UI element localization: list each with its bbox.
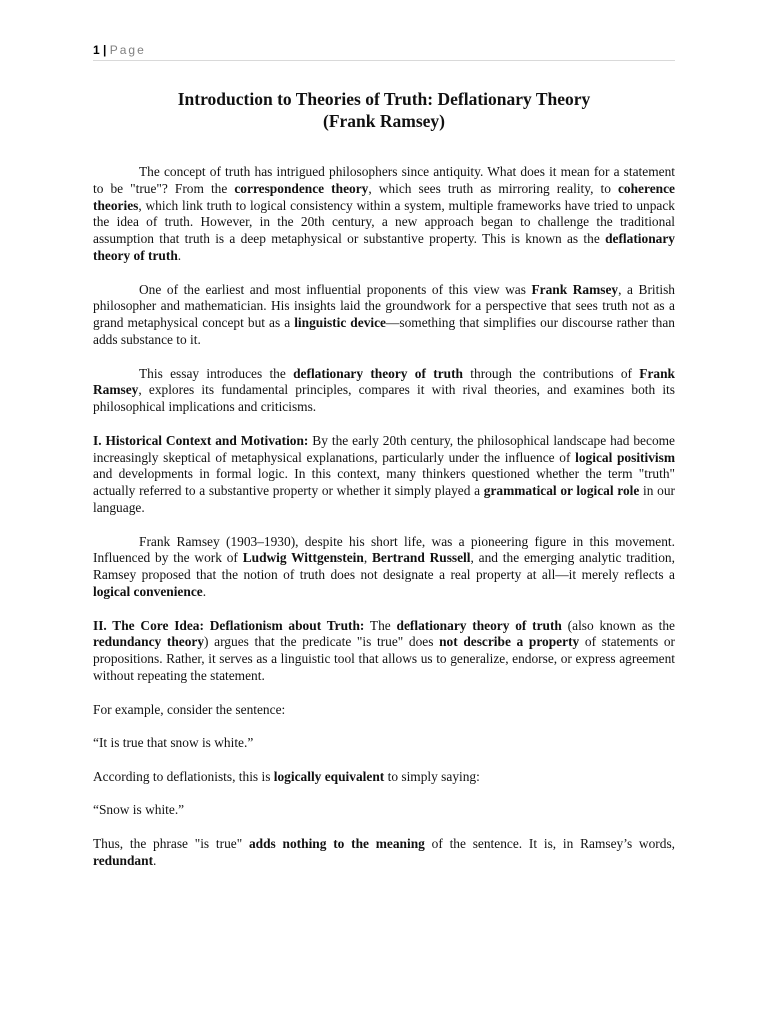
title-line-2: (Frank Ramsey) [323, 111, 445, 131]
title-line-1: Introduction to Theories of Truth: Deflationary Theory [177, 89, 591, 109]
text-run: —something that simplifies our discourse rather than adds substance to it. [93, 315, 675, 347]
bold-text: logical convenience [93, 583, 203, 599]
bold-text: logical positivism [575, 449, 676, 465]
bold-text: Frank Ramsey [531, 281, 619, 297]
document-title [93, 88, 675, 132]
text-run: through the contributions of [463, 365, 640, 381]
bold-text: grammatical or logical role [483, 483, 640, 499]
text-run: According to deflationists, this is [93, 768, 274, 784]
text-run: Frank Ramsey (1903–1930), despite his short life, was a pioneering figure in this movement. Influenced by the work of [93, 533, 675, 566]
text-run: , which sees truth as mirroring reality, to [368, 180, 618, 196]
document-body [93, 164, 675, 886]
bold-text: not describe a property [439, 634, 580, 650]
text-run: of the sentence. It is, in Ramsey’s words, [424, 835, 676, 851]
paragraph-ramsey-intro [93, 282, 675, 349]
paragraph-conclusion [93, 836, 675, 870]
quote-example-2 [93, 802, 675, 819]
paragraph-essay-scope [93, 366, 675, 416]
text-run: . [177, 247, 182, 263]
text-run: to simply saying: [384, 768, 480, 784]
quote-example-1 [93, 735, 675, 752]
bold-text: logically equivalent [273, 768, 385, 784]
bold-text: Ludwig Wittgenstein [242, 550, 364, 566]
text-run: and developments in formal logic. In this context, many thinkers questioned whether the term "truth" actually referred to a substantive property or whether it simply played a [93, 466, 675, 499]
paragraph-ramsey-bio [93, 534, 675, 601]
bold-text: I. Historical Context and Motivation: [93, 432, 309, 448]
text-run: , which link truth to logical consistency within a system, multiple frameworks have tried to unpack the idea of truth. However, in the 20th century, a new approach began to challenge the traditional assumption that truth is a deep metaphysical or substantive property. This is known as the [93, 197, 675, 247]
text-run: in our language. [93, 483, 675, 515]
header-separator: | [103, 43, 107, 57]
text-run: “It is true that snow is white.” [93, 735, 254, 751]
paragraph-example-mid [93, 769, 675, 786]
text-run: , and the emerging analytic tradition, Ramsey proposed that the notion of truth does not designate a real property at all—it merely reflects a [93, 550, 675, 583]
text-run: For example, consider the sentence: [93, 701, 286, 717]
bold-text: deflationary theory of truth [93, 231, 675, 263]
text-run: The [364, 617, 397, 633]
text-run: , [363, 550, 372, 566]
bold-text: Frank Ramsey [93, 365, 676, 398]
text-run: (also known as the [561, 617, 676, 633]
text-run: “Snow is white.” [93, 802, 185, 818]
bold-text: redundancy theory [93, 634, 205, 650]
paragraph-intro [93, 164, 675, 265]
text-run: By the early 20th century, the philosophical landscape had become increasingly skeptical of metaphysical explanations, particularly under the influence of [93, 432, 675, 465]
bold-text: linguistic device [294, 315, 386, 331]
text-run: . [202, 583, 207, 599]
text-run: One of the earliest and most influential proponents of this view was [139, 281, 532, 297]
bold-text: correspondence theory [234, 180, 369, 196]
page-label: Page [109, 43, 146, 57]
page-number: 1 [93, 43, 100, 57]
text-run: This essay introduces the [139, 365, 294, 381]
bold-text: coherence theories [93, 180, 675, 213]
text-run: The concept of truth has intrigued philosophers since antiquity. What does it mean for a statement to be "true"? From the [93, 164, 675, 196]
bold-text: adds nothing to the meaning [248, 835, 425, 851]
text-run: Thus, the phrase "is true" [93, 835, 249, 851]
text-run: of statements or propositions. Rather, it serves as a linguistic tool that allows us to generalize, endorse, or express agreement without repeating the statement. [93, 634, 675, 683]
text-run: , explores its fundamental principles, compares it with rival theories, and examines both its philosophical implications and criticisms. [93, 382, 675, 415]
bold-text: II. The Core Idea: Deflationism about Truth: [93, 617, 365, 633]
text-run: ) argues that the predicate "is true" does [204, 634, 440, 650]
bold-text: deflationary theory of truth [293, 365, 463, 381]
paragraph-section-1 [93, 433, 675, 517]
bold-text: redundant [93, 852, 154, 868]
text-run: , a British philosopher and mathematician. His insights laid the groundwork for a perspective that sees truth not as a grand metaphysical concept but as a [93, 281, 675, 331]
text-run: . [153, 852, 157, 868]
page-header [93, 42, 675, 61]
bold-text: Bertrand Russell [371, 550, 471, 566]
paragraph-example-lead [93, 702, 675, 719]
bold-text: deflationary theory of truth [396, 617, 562, 633]
paragraph-section-2 [93, 618, 675, 685]
